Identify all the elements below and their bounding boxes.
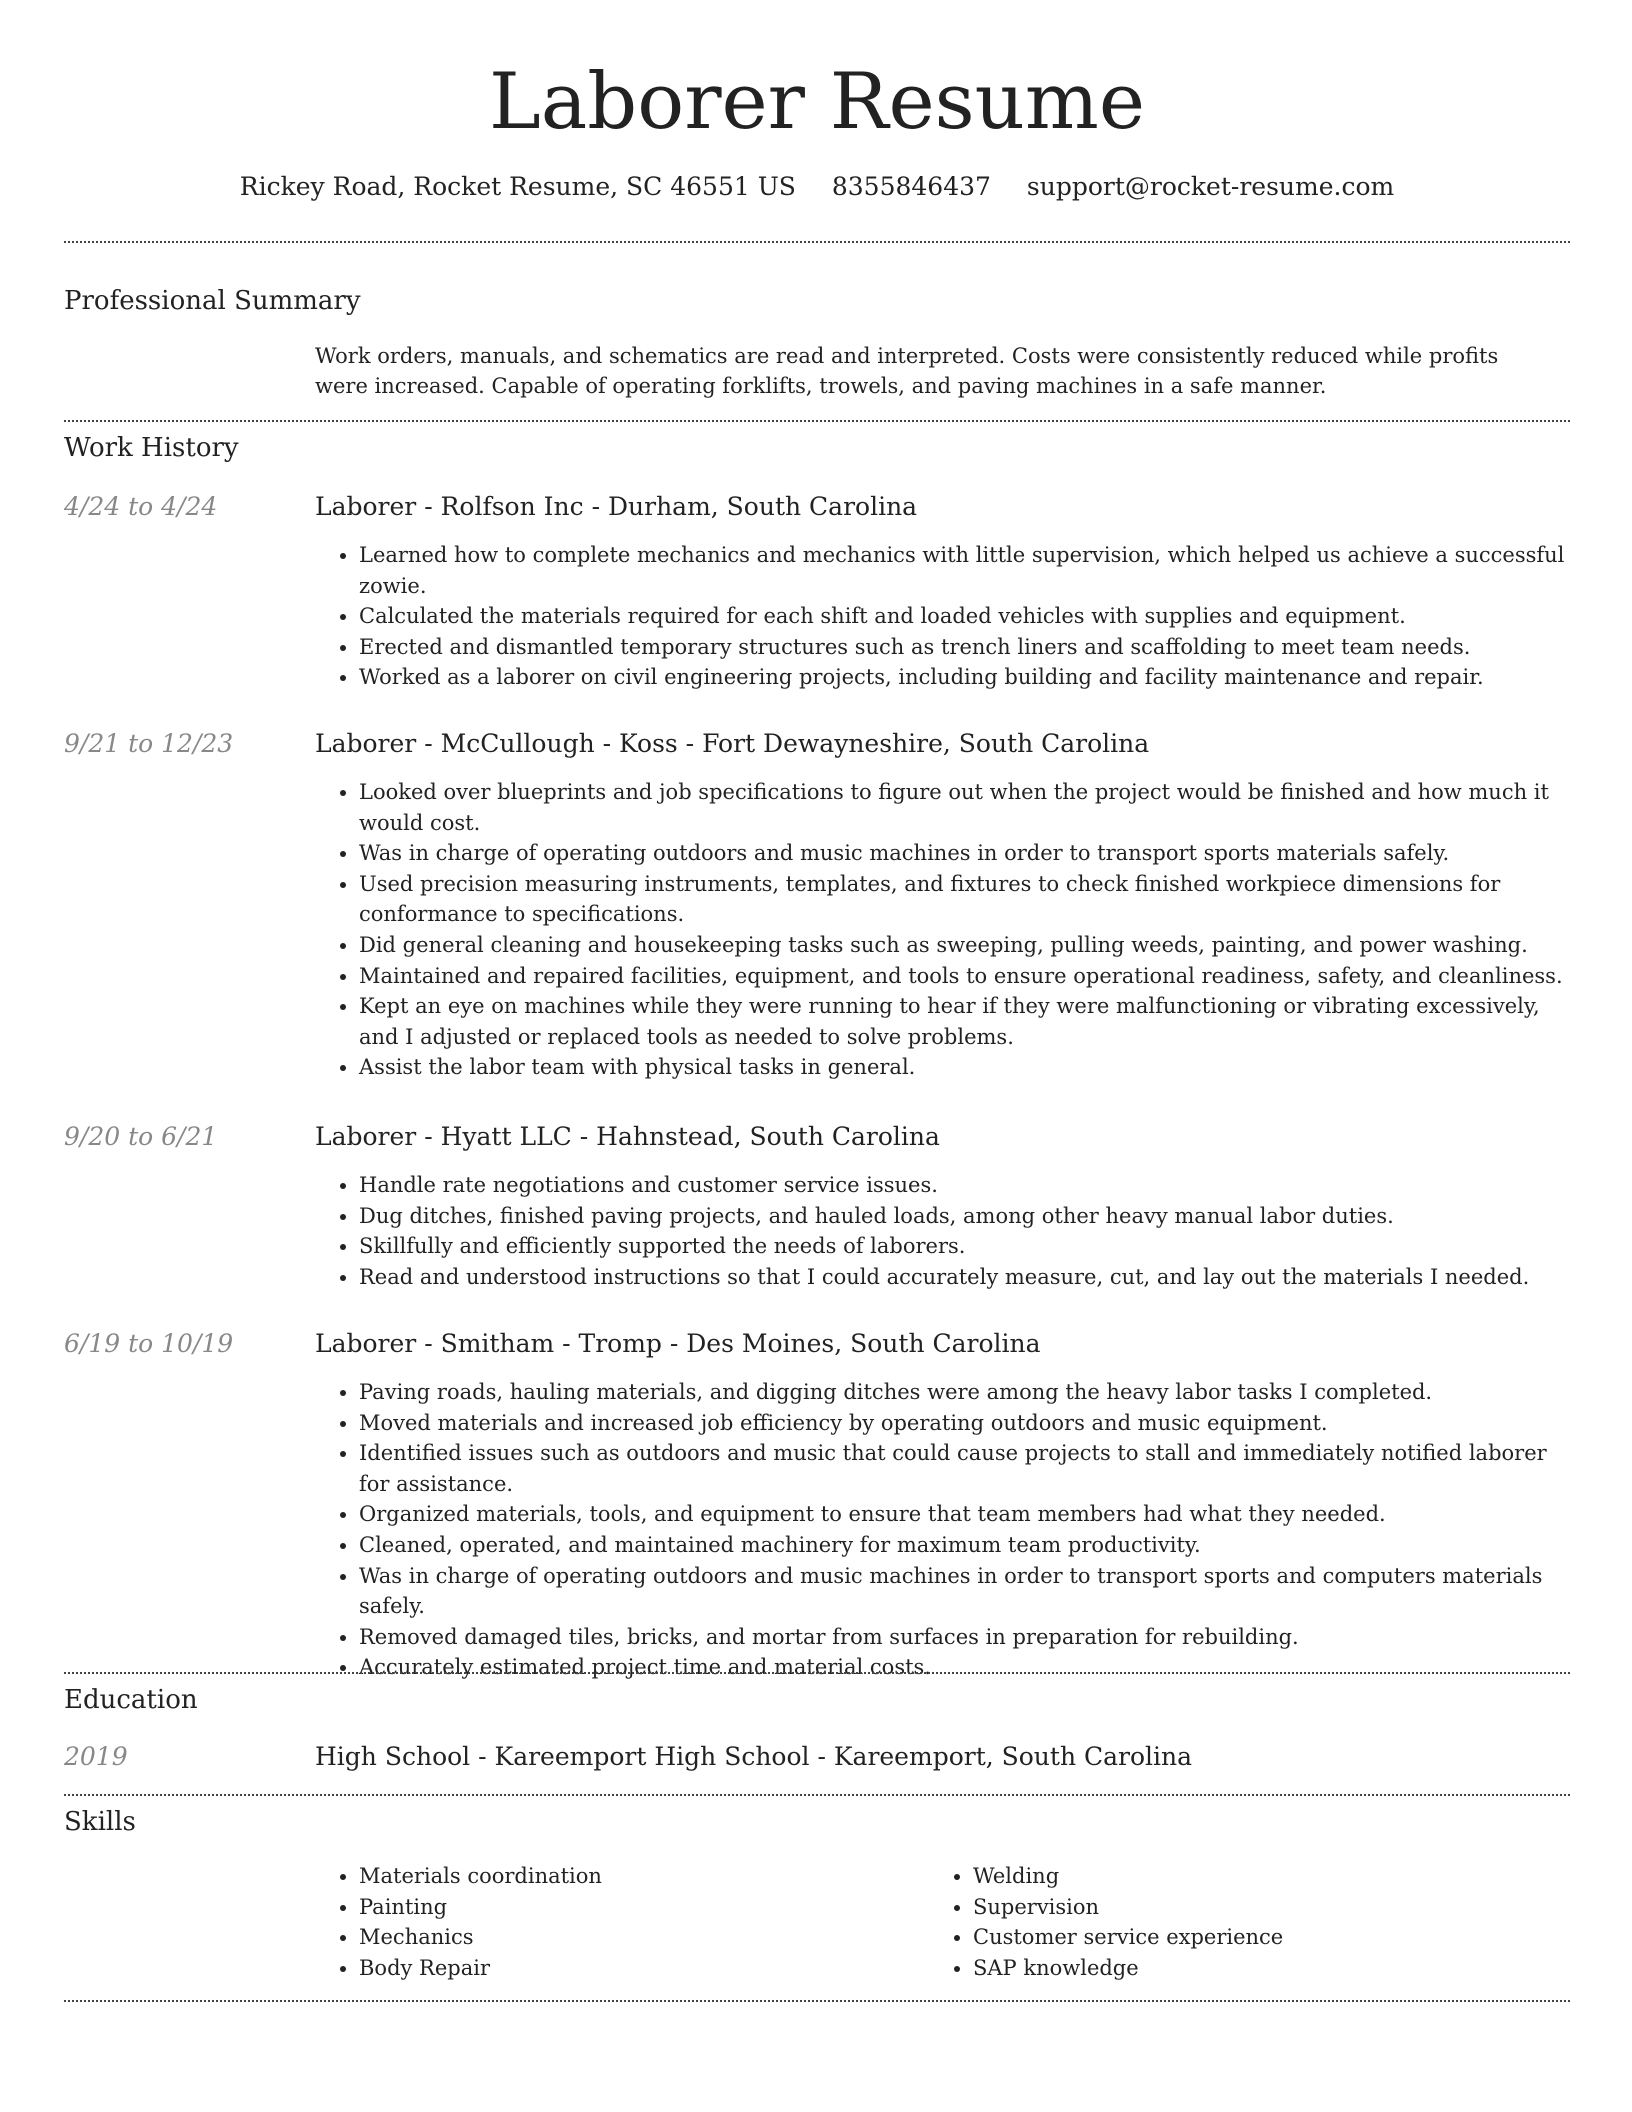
skill-item: • Supervision xyxy=(973,1892,1529,1923)
list-item: • Handle rate negotiations and customer service issues. xyxy=(359,1170,1565,1201)
list-item: • Worked as a laborer on civil engineering projects, including building and facility maintenance and repair. xyxy=(359,662,1565,693)
job-title: Laborer - McCullough - Koss - Fort Dewayneshire, South Carolina xyxy=(315,729,1150,758)
job-date: 9/20 to 6/21 xyxy=(64,1122,218,1151)
skill-item: • Materials coordination xyxy=(359,1861,915,1892)
contact-address: Rickey Road, Rocket Resume, SC 46551 US xyxy=(239,172,796,201)
list-item: • Dug ditches, finished paving projects, and hauled loads, among other heavy manual labor duties. xyxy=(359,1201,1565,1232)
job-date: 6/19 to 10/19 xyxy=(64,1329,234,1358)
list-item: • Assist the labor team with physical tasks in general. xyxy=(359,1052,1565,1083)
section-title-education: Education xyxy=(64,1685,198,1715)
list-item: • Was in charge of operating outdoors and music machines in order to transport sports and computers materials safely. xyxy=(359,1561,1565,1622)
resume-title: Laborer Resume xyxy=(489,57,1145,147)
list-item: • Accurately estimated project time and material costs. xyxy=(359,1652,1565,1683)
list-item: • Removed damaged tiles, bricks, and mortar from surfaces in preparation for rebuilding. xyxy=(359,1622,1565,1653)
contact-email: support@rocket-resume.com xyxy=(1026,172,1395,201)
skill-item: • Welding xyxy=(973,1861,1529,1892)
list-item: • Paving roads, hauling materials, and digging ditches were among the heavy labor tasks I completed. xyxy=(359,1377,1565,1408)
divider xyxy=(64,241,1570,243)
education-title: High School - Kareemport High School - Kareemport, South Carolina xyxy=(315,1742,1193,1771)
section-title-skills: Skills xyxy=(64,1807,136,1837)
contact-line xyxy=(64,170,1570,204)
list-item: • Maintained and repaired facilities, equipment, and tools to ensure operational readiness, safety, and cleanliness. xyxy=(359,961,1565,992)
skills-list-left xyxy=(315,1861,915,1983)
divider xyxy=(64,1672,1570,1674)
job-date: 4/24 to 4/24 xyxy=(64,492,218,521)
skill-item: • Mechanics xyxy=(359,1922,915,1953)
list-item: • Was in charge of operating outdoors and music machines in order to transport sports materials safely. xyxy=(359,838,1565,869)
list-item: • Skillfully and efficiently supported the needs of laborers. xyxy=(359,1231,1565,1262)
contact-phone: 8355846437 xyxy=(831,172,991,201)
list-item: • Looked over blueprints and job specifications to figure out when the project would be finished and how much it would cost. xyxy=(359,777,1565,838)
skill-item: • Body Repair xyxy=(359,1953,915,1984)
education-date: 2019 xyxy=(64,1742,128,1771)
divider xyxy=(64,2000,1570,2002)
list-item: • Erected and dismantled temporary structures such as trench liners and scaffolding to meet team needs. xyxy=(359,632,1565,663)
skill-item: • SAP knowledge xyxy=(973,1953,1529,1984)
job-bullets xyxy=(315,1377,1565,1683)
list-item: • Learned how to complete mechanics and mechanics with little supervision, which helped us achieve a successful zowie. xyxy=(359,540,1565,601)
divider xyxy=(64,1794,1570,1796)
job-date: 9/21 to 12/23 xyxy=(64,729,234,758)
job-title: Laborer - Rolfson Inc - Durham, South Carolina xyxy=(315,492,918,521)
list-item: • Used precision measuring instruments, templates, and fixtures to check finished workpiece dimensions for conformance to specifications. xyxy=(359,869,1565,930)
skill-item: • Customer service experience xyxy=(973,1922,1529,1953)
skills-list-right xyxy=(929,1861,1529,1983)
skill-item: • Painting xyxy=(359,1892,915,1923)
list-item: • Calculated the materials required for each shift and loaded vehicles with supplies and equipment. xyxy=(359,601,1565,632)
job-title: Laborer - Hyatt LLC - Hahnstead, South Carolina xyxy=(315,1122,940,1151)
list-item: • Moved materials and increased job efficiency by operating outdoors and music equipment. xyxy=(359,1408,1565,1439)
list-item: • Did general cleaning and housekeeping tasks such as sweeping, pulling weeds, painting, and power washing. xyxy=(359,930,1565,961)
list-item: • Read and understood instructions so that I could accurately measure, cut, and lay out the materials I needed. xyxy=(359,1262,1565,1293)
list-item: • Cleaned, operated, and maintained machinery for maximum team productivity. xyxy=(359,1530,1565,1561)
list-item: • Identified issues such as outdoors and music that could cause projects to stall and immediately notified laborer for assistance. xyxy=(359,1438,1565,1499)
job-bullets xyxy=(315,540,1565,693)
section-title-summary: Professional Summary xyxy=(64,286,361,316)
divider xyxy=(64,420,1570,422)
section-title-work-history: Work History xyxy=(64,433,239,463)
job-bullets xyxy=(315,1170,1565,1292)
job-bullets xyxy=(315,777,1565,1083)
list-item: • Kept an eye on machines while they were running to hear if they were malfunctioning or vibrating excessively, and I adjusted or replaced tools as needed to solve problems. xyxy=(359,991,1565,1052)
summary-text: Work orders, manuals, and schematics are read and interpreted. Costs were consistently reduced while profits were increased. Capable of operating forklifts, trowels, and paving machines in a safe manner. xyxy=(315,344,1499,398)
job-title: Laborer - Smitham - Tromp - Des Moines, South Carolina xyxy=(315,1329,1041,1358)
list-item: • Organized materials, tools, and equipment to ensure that team members had what they needed. xyxy=(359,1499,1565,1530)
